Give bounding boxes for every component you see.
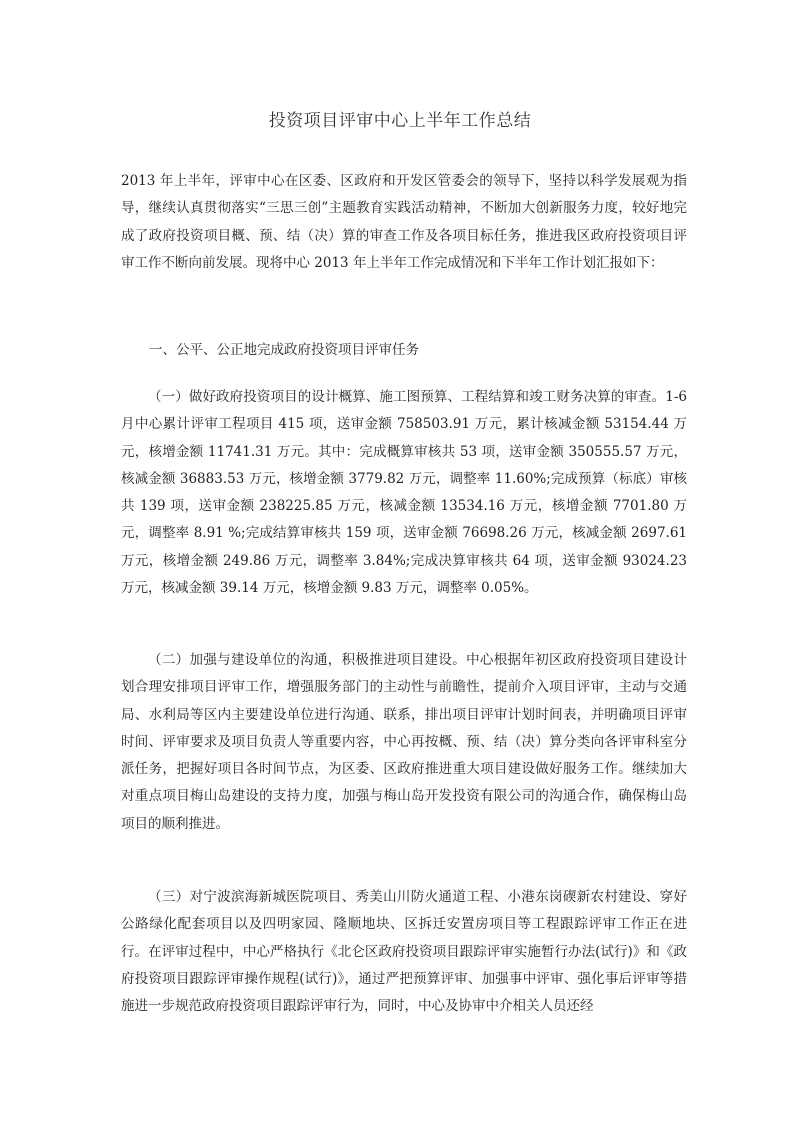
paragraph-1: （一）做好政府投资项目的设计概算、施工图预算、工程结算和竣工财务决算的审查。1-6 月中心累计评审工程项目 415 项，送审金额 758503.91 万元，累计核减金额 53154.44 万元，核增金额 11741.31 万元。其中：完成概算审核共 53 项，送审金额 350555.57 万元，核减金额 36883.53 万元，核增金额 3779.82 万元，调整率 11.60%;完成预算（标底）审核共 139 项，送审金额 238225.85 万元，核减金额 13534.16 万元，核增金额 7701.80 万元，调整率 8.91 %;完成结算审核共 159 项，送审金额 76698.26 万元，核减金额 2697.61 万元，核增金额 249.86 万元，调整率 3.84%;完成决算审核共 64 项，送审金额 93024.23 万元，核减金额 39.14 万元，核增金额 9.83 万元，调整率 0.05%。 — [121, 389, 687, 597]
paragraph-3: （三）对宁波滨海新城医院项目、秀美山川防火通道工程、小港东岗碶新农村建设、穿好公路绿化配套项目以及四明家园、隆顺地块、区拆迁安置房项目等工程跟踪评审工作正在进行。在评审过程中，中心严格执行《北仑区政府投资项目跟踪评审实施暂行办法(试行)》和《政府投资项目跟踪评审操作规程(试行)》，通过严把预算评审、加强事中评审、强化事后评审等措施进一步规范政府投资项目跟踪评审行为，同时，中心及协审中介相关人员还经 — [121, 889, 687, 1015]
intro-paragraph: 2013 年上半年，评审中心在区委、区政府和开发区管委会的领导下，坚持以科学发展观为指导，继续认真贯彻落实“三思三创”主题教育实践活动精神，不断加大创新服务力度，较好地完成了政府投资项目概、预、结（决）算的审查工作及各项目标任务，推进我区政府投资项目评审工作不断向前发展。现将中心 2013 年上半年工作完成情况和下半年工作计划汇报如下： — [121, 173, 687, 271]
paragraph-2: （二）加强与建设单位的沟通，积极推进项目建设。中心根据年初区政府投资项目建设计划合理安排项目评审工作，增强服务部门的主动性与前瞻性，提前介入项目评审，主动与交通局、水利局等区内主要建设单位进行沟通、联系，排出项目评审计划时间表，并明确项目评审时间、评审要求及项目负责人等重要内容，中心再按概、预、结（决）算分类向各评审科室分派任务，把握好项目各时间节点，为区委、区政府推进重大项目建设做好服务工作。继续加大对重点项目梅山岛建设的支持力度，加强与梅山岛开发投资有限公司的沟通合作，确保梅山岛项目的顺利推进。 — [121, 652, 687, 832]
document-title: 投资项目评审中心上半年工作总结 — [268, 111, 532, 131]
section-heading: 一、公平、公正地完成政府投资项目评审任务 — [149, 342, 419, 358]
